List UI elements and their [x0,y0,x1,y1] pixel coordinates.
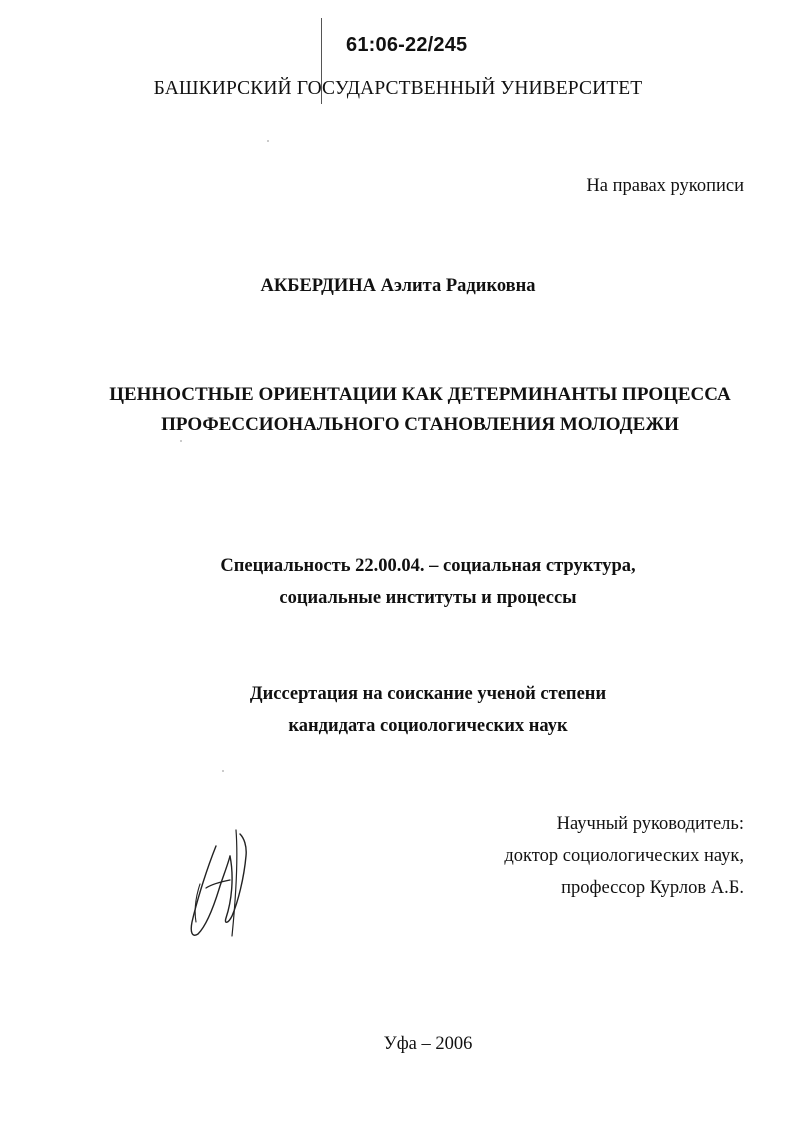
scan-speck [267,140,269,142]
advisor-block [504,808,744,904]
advisor-name: профессор Курлов А.Б. [561,878,744,898]
specialty-block [30,550,796,614]
thesis-title-line-2: ПРОФЕССИОНАЛЬНОГО СТАНОВЛЕНИЯ МОЛОДЕЖИ [161,414,679,435]
degree-block [30,678,796,742]
scan-speck [180,440,182,442]
city-year: Уфа – 2006 [383,1034,473,1054]
rights-note: На правах рукописи [586,176,744,196]
library-stamp-number: 61:06-22/245 [346,34,468,56]
degree-line-1: Диссертация на соискание ученой степени [249,684,607,704]
specialty-line-1: Специальность 22.00.04. – социальная структура, [220,556,636,576]
handwritten-signature [186,826,256,944]
author-surname: АКБЕРДИНА [260,276,376,296]
degree-line-2: кандидата социологических наук [288,716,568,736]
advisor-degree: доктор социологических наук, [504,846,744,866]
thesis-title [40,380,796,440]
university-name: БАШКИРСКИЙ ГОСУДАРСТВЕННЫЙ УНИВЕРСИТЕТ [153,78,643,99]
scan-speck [222,770,224,772]
thesis-title-line-1: ЦЕННОСТНЫЕ ОРИЕНТАЦИИ КАК ДЕТЕРМИНАНТЫ ПРОЦЕССА [109,384,731,405]
specialty-line-2: социальные институты и процессы [279,588,577,608]
author-given-names: Аэлита Радиковна [380,276,536,296]
advisor-label: Научный руководитель: [556,814,744,834]
author-name [0,276,796,297]
